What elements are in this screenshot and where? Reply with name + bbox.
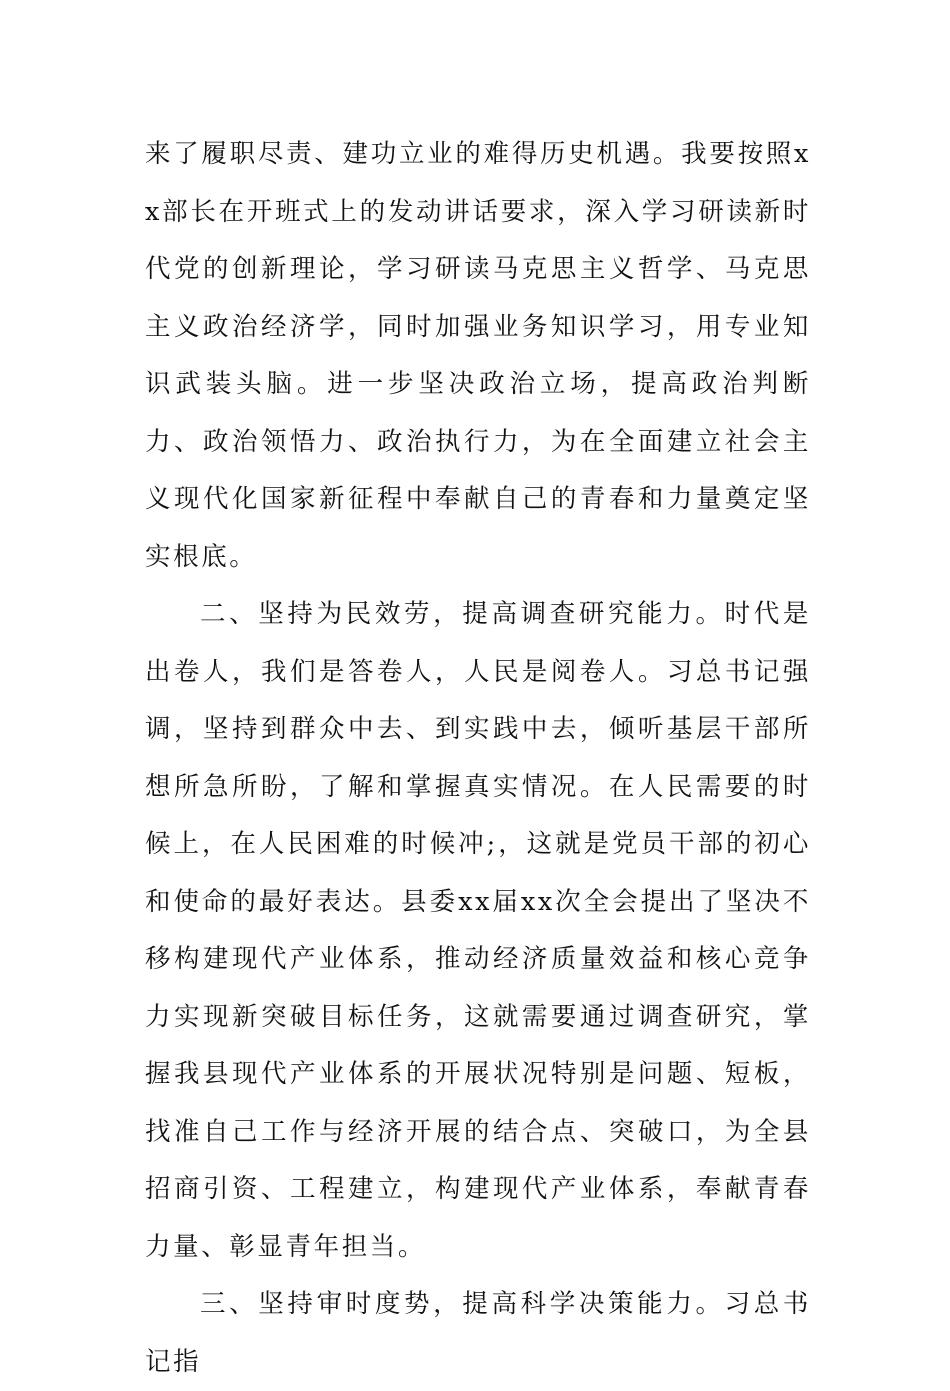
document-body bbox=[145, 126, 811, 1391]
paragraph-3: 三、坚持审时度势，提高科学决策能力。习总书记指 bbox=[145, 1289, 811, 1377]
paragraph-2: 二、坚持为民效劳，提高调查研究能力。时代是出卷人，我们是答卷人，人民是阅卷人。习总书记强调，坚持到群众中去、到实践中去，倾听基层干部所想所急所盼，了解和掌握真实情况。在人民需要的时候上，在人民困难的时候冲;，这就是党员干部的初心和使命的最好表达。县委xx届xx次全会提出了坚决不移构建现代产业体系，推动经济质量效益和核心竞争力实现新突破目标任务，这就需要通过调查研究，掌握我县现代产业体系的开展状况特别是问题、短板，找准自己工作与经济开展的结合点、突破口，为全县招商引资、工程建立，构建现代产业体系，奉献青春力量、彰显青年担当。 bbox=[145, 599, 811, 1262]
paragraph-1: 来了履职尽责、建功立业的难得历史机遇。我要按照xx部长在开班式上的发动讲话要求，深入学习研读新时代党的创新理论，学习研读马克思主义哲学、马克思主义政治经济学，同时加强业务知识学习，用专业知识武装头脑。进一步坚决政治立场，提高政治判断力、政治领悟力、政治执行力，为在全面建立社会主义现代化国家新征程中奉献自己的青春和力量奠定坚实根底。 bbox=[145, 139, 811, 572]
